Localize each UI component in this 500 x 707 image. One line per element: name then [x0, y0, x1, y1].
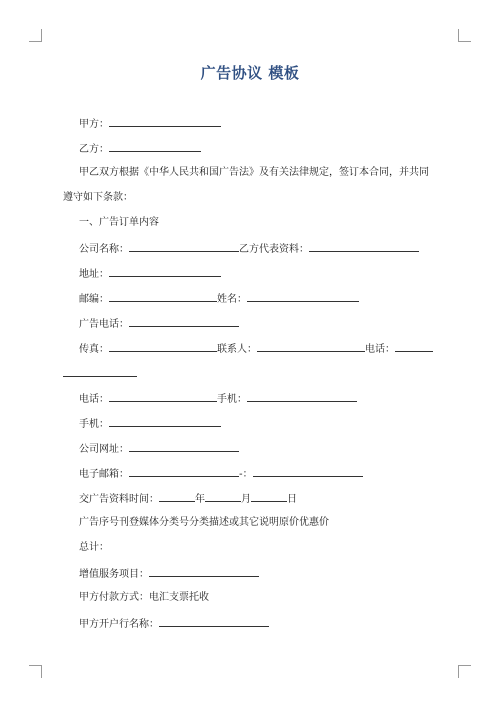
- mobile2-blank[interactable]: [109, 416, 221, 427]
- name-label: 姓名：: [217, 294, 247, 305]
- address-line: [79, 266, 221, 282]
- party-b-blank[interactable]: [109, 141, 201, 152]
- bank-name-blank[interactable]: [159, 616, 269, 627]
- party-a-line: [79, 116, 221, 132]
- company-name-blank[interactable]: [129, 241, 239, 252]
- total-line: [79, 541, 109, 555]
- day-blank[interactable]: [251, 491, 287, 502]
- phone-mobile-line: [79, 391, 357, 407]
- phone2-blank[interactable]: [109, 391, 217, 402]
- section-1-label: 一、广告订单内容: [79, 217, 159, 228]
- website-blank[interactable]: [129, 441, 239, 452]
- crop-mark-top-left: [29, 29, 42, 42]
- party-a-label: 甲方：: [79, 119, 109, 130]
- party-b-rep-blank[interactable]: [309, 241, 419, 252]
- party-b-line: [79, 141, 201, 157]
- postcode-label: 邮编：: [79, 294, 109, 305]
- section-heading-1: [79, 216, 159, 230]
- party-a-blank[interactable]: [109, 116, 221, 127]
- year-blank[interactable]: [159, 491, 195, 502]
- year-label: 年: [195, 494, 205, 505]
- party-b-label: 乙方：: [79, 144, 109, 155]
- address-blank[interactable]: [109, 266, 221, 277]
- value-added-line: [79, 566, 259, 582]
- fax-blank[interactable]: [109, 341, 217, 352]
- contact-blank[interactable]: [257, 341, 365, 352]
- mobile-label: 手机：: [217, 394, 247, 405]
- website-label: 公司网址：: [79, 444, 129, 455]
- intro-line-2: [63, 191, 133, 205]
- crop-mark-bottom-right: [458, 665, 471, 678]
- ad-phone-label: 广告电话：: [79, 319, 129, 330]
- total-label: 总计：: [79, 542, 109, 553]
- email-blank[interactable]: [129, 466, 239, 477]
- ad-phone-blank[interactable]: [129, 316, 239, 327]
- bank-name-label: 甲方开户行名称：: [79, 619, 159, 630]
- fax-line: [79, 341, 433, 357]
- ad-columns-text: 广告序号刊登媒体分类号分类描述或其它说明原价优惠价: [79, 517, 329, 528]
- contact-label: 联系人：: [217, 344, 257, 355]
- value-added-label: 增值服务项目：: [79, 569, 149, 580]
- phone-label: 电话：: [365, 344, 395, 355]
- day-label: 日: [287, 494, 297, 505]
- value-added-blank[interactable]: [149, 566, 259, 577]
- postcode-blank[interactable]: [109, 291, 217, 302]
- delivery-time-label: 交广告资料时间：: [79, 494, 159, 505]
- website-line: [79, 441, 239, 457]
- phone-blank-continued[interactable]: [63, 366, 137, 377]
- email-separator: -：: [239, 469, 253, 480]
- mobile2-label: 手机：: [79, 419, 109, 430]
- company-name-label: 公司名称：: [79, 244, 129, 255]
- mobile-blank[interactable]: [247, 391, 357, 402]
- postcode-line: [79, 291, 359, 307]
- email-blank-2[interactable]: [253, 466, 363, 477]
- month-blank[interactable]: [205, 491, 241, 502]
- mobile2-line: [79, 416, 221, 432]
- payment-line: [79, 591, 209, 605]
- intro-line-1: [79, 166, 429, 180]
- phone-continuation-line: [63, 366, 137, 382]
- name-blank[interactable]: [247, 291, 359, 302]
- ad-phone-line: [79, 316, 239, 332]
- intro-text-1: 甲乙双方根据《中华人民共和国广告法》及有关法律规定，签订本合同，并共同: [79, 167, 429, 178]
- document-title: 广告协议 模板: [200, 64, 300, 82]
- crop-mark-bottom-left: [29, 665, 42, 678]
- ad-columns-line: [79, 516, 329, 530]
- crop-mark-top-right: [458, 29, 471, 42]
- payment-text: 甲方付款方式：电汇支票托收: [79, 592, 209, 603]
- company-name-line: [79, 241, 419, 257]
- email-label: 电子邮箱：: [79, 469, 129, 480]
- bank-name-line: [79, 616, 269, 632]
- email-line: [79, 466, 363, 482]
- month-label: 月: [241, 494, 251, 505]
- fax-label: 传真：: [79, 344, 109, 355]
- intro-text-2: 遵守如下条款：: [63, 192, 133, 203]
- delivery-time-line: [79, 491, 297, 507]
- phone-blank[interactable]: [395, 341, 433, 352]
- party-b-rep-label: 乙方代表资料：: [239, 244, 309, 255]
- address-label: 地址：: [79, 269, 109, 280]
- phone2-label: 电话：: [79, 394, 109, 405]
